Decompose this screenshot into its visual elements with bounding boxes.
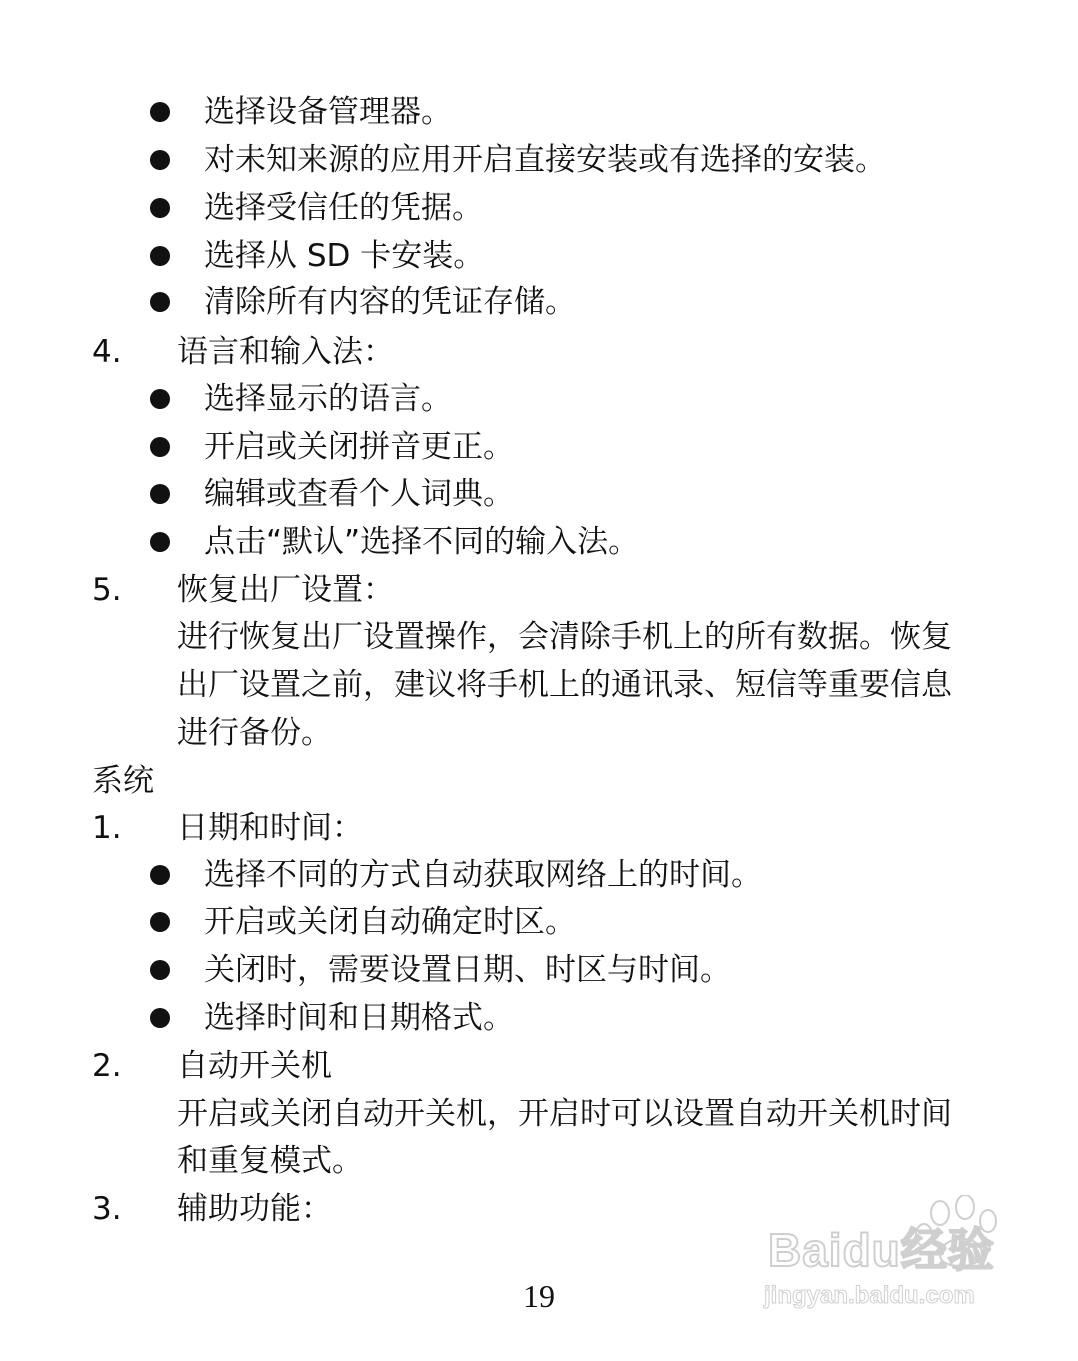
- bullet-item-auto-timezone: 开启或关闭自动确定时区。: [204, 904, 576, 940]
- bullet-icon: [150, 1008, 170, 1028]
- heading-accessibility: 辅助功能：: [177, 1191, 332, 1227]
- heading-language-input: 语言和输入法：: [177, 334, 394, 370]
- bullet-icon: [150, 912, 170, 932]
- paragraph-auto-power-line-1: 开启或关闭自动开关机，开启时可以设置自动开关机时间: [177, 1096, 952, 1132]
- bullet-item-device-manager: 选择设备管理器。: [204, 94, 452, 130]
- bullet-item-personal-dictionary: 编辑或查看个人词典。: [204, 476, 514, 512]
- bullet-item-date-format: 选择时间和日期格式。: [204, 1000, 514, 1036]
- bullet-icon: [150, 292, 170, 312]
- section-title-system: 系统: [92, 763, 154, 799]
- list-number-2: 2.: [92, 1048, 122, 1084]
- list-number-3: 3.: [92, 1191, 122, 1227]
- bullet-item-auto-network-time: 选择不同的方式自动获取网络上的时间。: [204, 857, 762, 893]
- bullet-icon: [150, 150, 170, 170]
- bullet-item-manual-time: 关闭时，需要设置日期、时区与时间。: [204, 952, 731, 988]
- bullet-item-pinyin-correction: 开启或关闭拼音更正。: [204, 429, 514, 465]
- heading-factory-reset: 恢复出厂设置：: [177, 572, 394, 608]
- bullet-icon: [150, 437, 170, 457]
- bullet-item-install-from-sd: 选择从 SD 卡安装。: [204, 238, 485, 274]
- paragraph-auto-power-line-2: 和重复模式。: [177, 1143, 363, 1179]
- bullet-icon: [150, 484, 170, 504]
- bullet-icon: [150, 198, 170, 218]
- paragraph-factory-reset-line-3: 进行备份。: [177, 715, 332, 751]
- bullet-icon: [150, 865, 170, 885]
- paragraph-factory-reset-line-1: 进行恢复出厂设置操作，会清除手机上的所有数据。恢复: [177, 619, 952, 655]
- bullet-icon: [150, 246, 170, 266]
- bullet-icon: [150, 389, 170, 409]
- list-number-1: 1.: [92, 810, 122, 846]
- paragraph-factory-reset-line-2: 出厂设置之前，建议将手机上的通讯录、短信等重要信息: [177, 667, 952, 703]
- bullet-icon: [150, 102, 170, 122]
- watermark-url: jingyan.baidu.com: [764, 1282, 975, 1309]
- bullet-item-display-language: 选择显示的语言。: [204, 381, 452, 417]
- heading-auto-power: 自动开关机: [177, 1048, 332, 1084]
- bullet-item-trusted-credentials: 选择受信任的凭据。: [204, 190, 483, 226]
- bullet-item-clear-credentials: 清除所有内容的凭证存储。: [204, 284, 576, 320]
- heading-date-time: 日期和时间：: [177, 810, 363, 846]
- bullet-icon: [150, 532, 170, 552]
- bullet-item-unknown-sources: 对未知来源的应用开启直接安装或有选择的安装。: [204, 142, 886, 178]
- bullet-icon: [150, 960, 170, 980]
- page-number: 19: [523, 1278, 555, 1314]
- list-number-4: 4.: [92, 334, 122, 370]
- watermark-brand: Baidu经验: [768, 1224, 995, 1276]
- bullet-item-default-input: 点击“默认”选择不同的输入法。: [204, 524, 640, 560]
- list-number-5: 5.: [92, 572, 122, 608]
